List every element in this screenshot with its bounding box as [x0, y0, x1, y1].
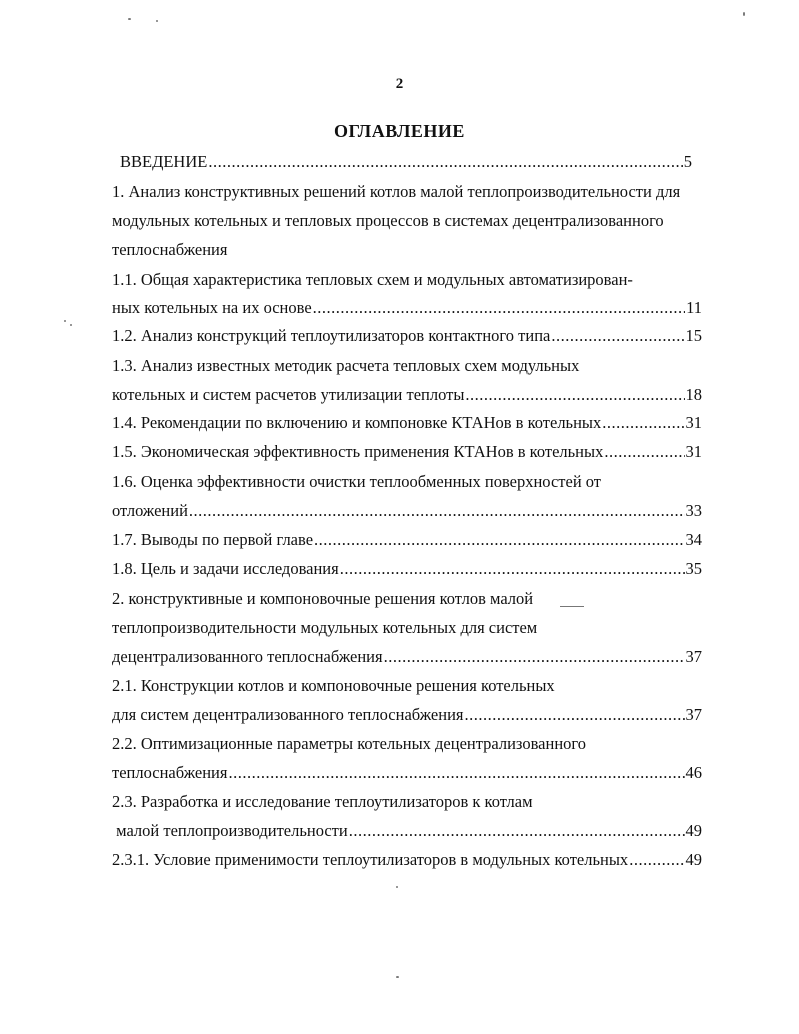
dot-leader: [228, 763, 684, 783]
toc-chapter-1-line-1[interactable]: 1. Анализ конструктивных решений котлов малой теплопроизводительности для: [112, 182, 681, 201]
toc-entry-label: 1.7. Выводы по первой главе: [112, 530, 314, 549]
scan-speck: [156, 20, 158, 22]
dot-leader: [604, 442, 684, 462]
dot-leader: [384, 647, 685, 667]
dot-leader: [340, 559, 685, 579]
toc-entry-2-2[interactable]: [112, 763, 702, 783]
toc-entry-label: 1.8. Цель и задачи исследования: [112, 559, 339, 578]
scan-speck: [743, 12, 745, 16]
toc-entry-label: 2.3.1. Условие применимости теплоутилизаторов в модульных котельных: [112, 850, 629, 869]
dot-leader: [465, 385, 684, 405]
toc-chapter-1-line-2[interactable]: модульных котельных и тепловых процессов в системах децентрализованного: [112, 211, 664, 230]
toc-entry-page: 46: [685, 763, 702, 782]
toc-entry-label: отложений: [112, 501, 188, 520]
toc-entry-label: ВВЕДЕНИЕ: [120, 152, 208, 171]
toc-entry-1-6[interactable]: [112, 501, 702, 521]
toc-entry-1-1[interactable]: [112, 298, 702, 318]
toc-entry-intro[interactable]: [120, 152, 692, 172]
toc-chapter-1-line-3[interactable]: теплоснабжения: [112, 240, 228, 259]
dot-leader: [314, 530, 684, 550]
scan-speck: [396, 886, 398, 888]
scan-speck: [396, 976, 399, 978]
toc-entry-label: децентрализованного теплоснабжения: [112, 647, 383, 666]
dot-leader: [551, 326, 684, 346]
toc-entry-2-3[interactable]: [112, 821, 702, 841]
toc-entry-1-3[interactable]: [112, 385, 702, 405]
toc-entry-page: 5: [683, 152, 692, 171]
toc-entry-2-1[interactable]: [112, 705, 702, 725]
toc-entry-page: 15: [685, 326, 702, 345]
toc-entry-2[interactable]: [112, 647, 702, 667]
toc-entry-1-8[interactable]: [112, 559, 702, 579]
toc-chapter-2-line-2[interactable]: теплопроизводительности модульных котельных для систем: [112, 618, 538, 637]
toc-entry-page: 49: [685, 850, 702, 869]
toc-entry-page: 34: [685, 530, 702, 549]
toc-entry-2-3-1[interactable]: [112, 850, 702, 870]
toc-entry-label: котельных и систем расчетов утилизации теплоты: [112, 385, 465, 404]
toc-entry-page: 37: [685, 647, 702, 666]
toc-entry-1-7[interactable]: [112, 530, 702, 550]
dot-leader: [208, 152, 682, 172]
toc-entry-label: теплоснабжения: [112, 763, 228, 782]
toc-section-1-1-line-1[interactable]: 1.1. Общая характеристика тепловых схем и модульных автоматизирован-: [112, 270, 633, 289]
scan-speck: [128, 18, 131, 20]
toc-entry-label: малой теплопроизводительности: [112, 821, 348, 840]
toc-entry-1-2[interactable]: [112, 326, 702, 346]
toc-section-2-2-line-1[interactable]: 2.2. Оптимизационные параметры котельных децентрализованного: [112, 734, 587, 753]
dot-leader: [602, 413, 684, 433]
toc-entry-label: 1.5. Экономическая эффективность применения КТАНов в котельных: [112, 442, 604, 461]
toc-section-2-3-line-1[interactable]: 2.3. Разработка и исследование теплоутилизаторов к котлам: [112, 792, 533, 811]
toc-entry-page: 31: [685, 442, 702, 461]
toc-entry-page: 18: [685, 385, 702, 404]
dot-leader: [349, 821, 685, 841]
toc-entry-1-5[interactable]: [112, 442, 702, 462]
toc-entry-page: 11: [686, 298, 702, 317]
toc-entry-label: 1.2. Анализ конструкций теплоутилизаторов контактного типа: [112, 326, 551, 345]
toc-section-2-1-line-1[interactable]: 2.1. Конструкции котлов и компоновочные решения котельных: [112, 676, 555, 695]
page-title: ОГЛАВЛЕНИЕ: [334, 121, 465, 141]
scan-speck: [560, 606, 584, 607]
dot-leader: [313, 298, 685, 318]
toc-entry-page: 35: [685, 559, 702, 578]
toc-section-1-6-line-1[interactable]: 1.6. Оценка эффективности очистки теплообменных поверхностей от: [112, 472, 602, 491]
toc-entry-1-4[interactable]: [112, 413, 702, 433]
toc-entry-page: 49: [685, 821, 702, 840]
scan-speck: [64, 320, 66, 322]
toc-entry-page: 33: [685, 501, 702, 520]
toc-entry-label: 1.4. Рекомендации по включению и компоновке КТАНов в котельных: [112, 413, 602, 432]
toc-entry-page: 37: [685, 705, 702, 724]
dot-leader: [629, 850, 684, 870]
dot-leader: [465, 705, 685, 725]
toc-entry-page: 31: [685, 413, 702, 432]
toc-section-1-3-line-1[interactable]: 1.3. Анализ известных методик расчета тепловых схем модульных: [112, 356, 580, 375]
toc-entry-label: для систем децентрализованного теплоснабжения: [112, 705, 464, 724]
toc-entry-label: ных котельных на их основе: [112, 298, 312, 317]
toc-chapter-2-line-1[interactable]: 2. конструктивные и компоновочные решения котлов малой: [112, 589, 534, 608]
scan-speck: [70, 324, 72, 326]
page-number: 2: [395, 76, 404, 92]
dot-leader: [189, 501, 685, 521]
